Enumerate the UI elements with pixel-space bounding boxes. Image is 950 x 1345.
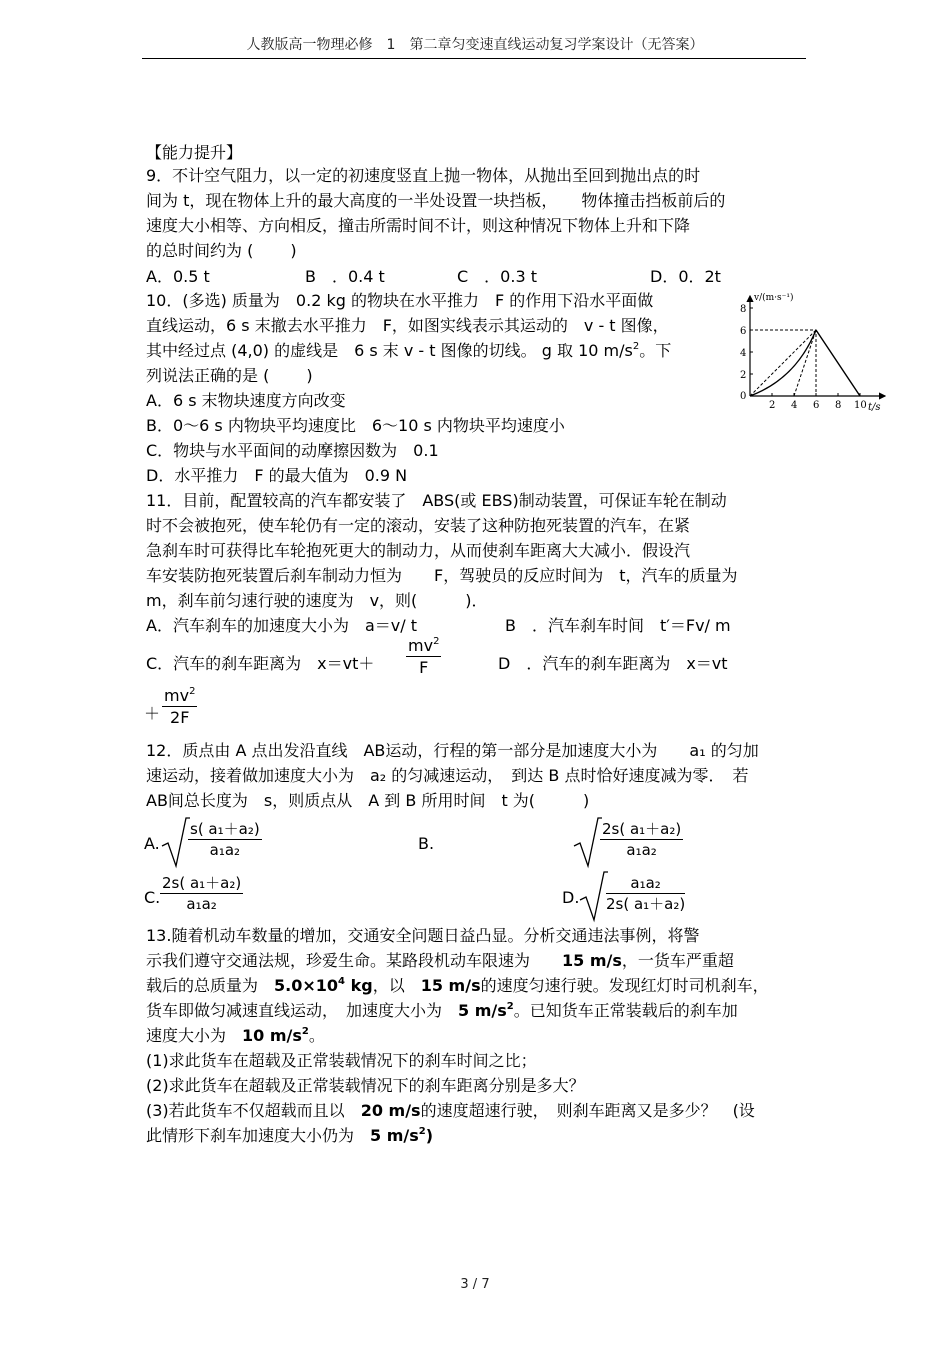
vt-graph xyxy=(730,284,900,414)
q10-line: 列说法正确的是 ( ) xyxy=(146,366,313,385)
x-tick-label: 0 xyxy=(740,391,747,402)
q10-line: 10．(多选) 质量为 0.2 kg 的物块在水平推力 F 的作用下沿水平面做 xyxy=(146,291,654,310)
q11-option-c-fraction: $\frac{mv^2}{F}$ xyxy=(408,636,440,677)
q9-line: 速度大小相等、方向相反，撞击所需时间不计，则这种情况下物体上升和下降 xyxy=(146,216,691,235)
q10-option-d[interactable]: D．水平推力 F 的最大值为 0.9 N xyxy=(146,466,408,485)
y-tick-label: 8 xyxy=(740,304,747,315)
x-tick-label: 4 xyxy=(791,400,798,411)
page-number: 3 / 7 xyxy=(460,1277,490,1292)
q13-line: 货车即做匀减速直线运动， 加速度大小为 5 $m/s^2$。已知货车正常装载后的刹车加 xyxy=(146,1001,738,1020)
q10-option-b[interactable]: B．0～6 s 内物块平均速度比 6～10 s 内物块平均速度小 xyxy=(146,416,565,435)
q12-line: 12．质点由 A 点出发沿直线 AB运动，行程的第一部分是加速度大小为 a₁ 的匀加 xyxy=(146,741,759,760)
radical-icon xyxy=(572,816,602,870)
x-tick-label: 8 xyxy=(835,400,842,411)
y-axis-label: v/(m·s⁻¹) xyxy=(754,293,794,303)
q13-line: 13.随着机动车数量的增加，交通安全问题日益凸显。分析交通违法事例，将警 xyxy=(146,926,700,945)
q13-subquestion-2: (2)求此货车在超载及正常装载情况下的刹车距离分别是多大？ xyxy=(146,1076,585,1095)
q10-option-c[interactable]: C．物块与水平面间的动摩擦因数为 0.1 xyxy=(146,441,439,460)
q11-option-a[interactable]: A．汽车刹车的加速度大小为 a＝v/ t xyxy=(146,616,417,635)
q12-option-a[interactable]: A. xyxy=(144,834,160,853)
radical-icon xyxy=(160,816,190,870)
q13-subquestion-3: (3)若此货车不仅超载而且以 20 m/s的速度超速行驶， 则刹车距离又是多少？ (设 xyxy=(146,1101,755,1120)
q9-option-b[interactable]: B ．0.4 t xyxy=(305,267,385,286)
q11-line: 11．目前，配置较高的汽车都安装了 ABS(或 EBS)制动装置，可保证车轮在制动 xyxy=(146,491,727,510)
series-dashed-chord xyxy=(750,330,816,396)
q12-option-d[interactable]: D. xyxy=(562,888,580,907)
q12-option-c[interactable]: C. xyxy=(144,888,161,907)
q13-line: 速度大小为 10 $m/s^2$。 xyxy=(146,1026,325,1045)
x-tick-label: 2 xyxy=(769,400,776,411)
q11-line: m，刹车前匀速行驶的速度为 v，则( )． xyxy=(146,591,488,610)
q10-option-a[interactable]: A．6 s 末物块速度方向改变 xyxy=(146,391,346,410)
q9-line: 9．不计空气阻力，以一定的初速度竖直上抛一物体，从抛出至回到抛出点的时 xyxy=(146,166,701,185)
q13-subquestion-3-cont: 此情形下刹车加速度大小仍为 5 $m/s^2$) xyxy=(146,1126,434,1145)
q9-option-a[interactable]: A．0.5 t xyxy=(146,267,210,286)
q9-option-d[interactable]: D．0．2t xyxy=(650,267,721,286)
section-title: 【能力提升】 xyxy=(146,143,243,162)
q12-option-b-fraction: $\frac{\text{2s( a₁＋a₂)}}{\text{a₁a₂}}$ xyxy=(602,820,682,859)
q13-line: 载后的总质量为 $5.0\times 10^4$ kg，以 15 m/s的速度匀速行驶。发现红灯时司机刹车， xyxy=(146,976,769,995)
q12-option-a-fraction: $\frac{\text{s( a₁＋a₂)}}{\text{a₁a₂}}$ xyxy=(190,820,260,859)
q10-line: 直线运动，6 s 末撤去水平推力 F，如图实线表示其运动的 v - t 图像， xyxy=(146,316,669,335)
q11-line: 时不会被抱死，使车轮仍有一定的滚动，安装了这种防抱死装置的汽车，在紧 xyxy=(146,516,691,535)
q10-line: 其中经过点 (4,0) 的虚线是 6 s 末 v - t 图像的切线。 g 取 10 $m/s^2$。下 xyxy=(146,341,672,360)
y-tick-label: 4 xyxy=(740,348,747,359)
q9-line: 的总时间约为 ( ) xyxy=(146,241,297,260)
x-tick-label: 6 xyxy=(813,400,820,411)
page-header: 人教版高一物理必修 1 第二章匀变速直线运动复习学案设计（无答案） xyxy=(246,37,704,53)
radical-icon xyxy=(578,870,608,924)
q12-line: 速运动，接着做加速度大小为 a₂ 的匀减速运动， 到达 B 点时恰好速度减为零． 若 xyxy=(146,766,749,785)
q11-option-d-plus: ＋ xyxy=(144,704,161,723)
q13-line: 示我们遵守交通法规，珍爱生命。某路段机动车限速为 15 m/s，一货车严重超 xyxy=(146,951,734,970)
q13-subquestion-1: (1)求此货车在超载及正常装载情况下的刹车时间之比； xyxy=(146,1051,537,1070)
q11-option-c[interactable]: C．汽车的刹车距离为 x＝vt＋ xyxy=(146,654,375,673)
q12-option-c-fraction: $\frac{\text{2s( a₁＋a₂)}}{\text{a₁a₂}}$ xyxy=(162,874,242,913)
q12-option-b[interactable]: B. xyxy=(418,834,435,853)
q11-line: 急刹车时可获得比车轮抱死更大的制动力，从而使刹车距离大大减小．假设汽 xyxy=(146,541,691,560)
x-tick-label: 10 xyxy=(854,400,867,411)
q9-option-c[interactable]: C ．0.3 t xyxy=(457,267,537,286)
q11-option-d[interactable]: D ．汽车的刹车距离为 x＝vt xyxy=(498,654,728,673)
header-rule xyxy=(142,58,806,59)
q11-line: 车安装防抱死装置后刹车制动力恒为 F，驾驶员的反应时间为 t，汽车的质量为 xyxy=(146,566,738,585)
x-axis-label: t/s xyxy=(868,402,881,413)
q11-option-d-fraction: $\frac{mv^2}{2F}$ xyxy=(164,686,196,727)
q9-line: 间为 t，现在物体上升的最大高度的一半处设置一块挡板， 物体撞击挡板前后的 xyxy=(146,191,726,210)
y-tick-label: 6 xyxy=(740,326,747,337)
y-tick-label: 2 xyxy=(740,370,747,381)
q11-option-b[interactable]: B ．汽车刹车时间 t′＝Fv/ m xyxy=(505,616,731,635)
q12-line: AB间总长度为 s，则质点从 A 到 B 所用时间 t 为( ) xyxy=(146,791,590,810)
q12-option-d-fraction: $\frac{\text{a₁a₂}}{\text{2s( a₁＋a₂)}}$ xyxy=(606,874,686,913)
series-solid xyxy=(816,330,860,396)
